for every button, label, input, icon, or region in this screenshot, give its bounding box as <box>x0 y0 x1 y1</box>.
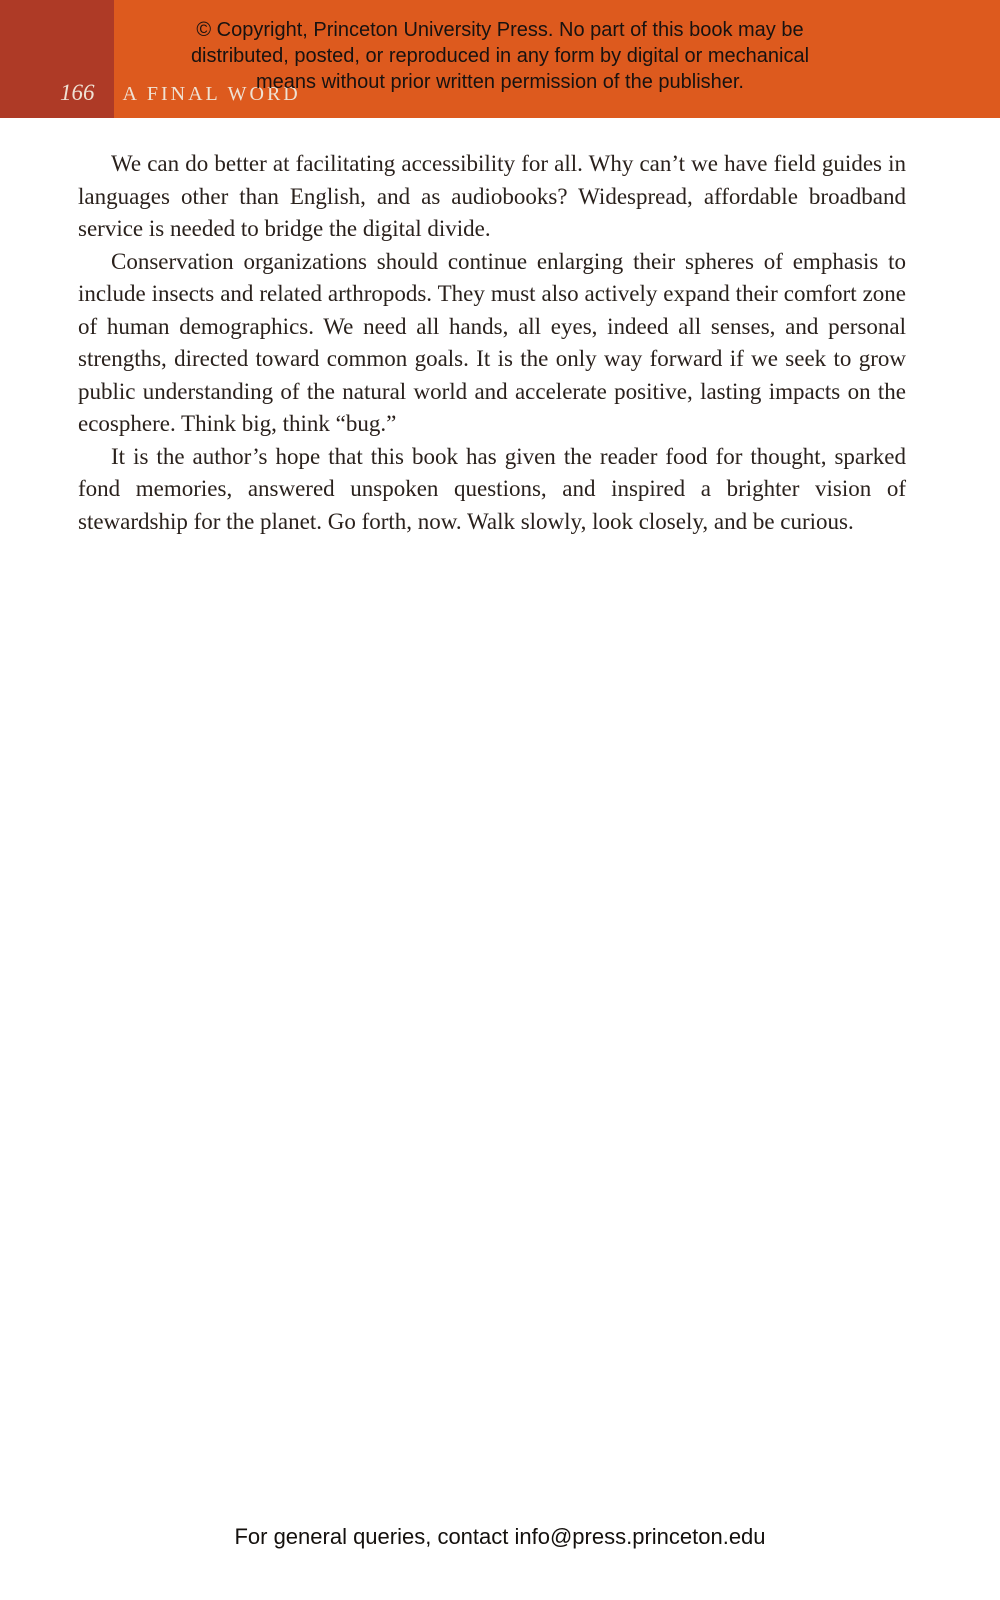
copyright-line-1: © Copyright, Princeton University Press. No part of this book may be <box>196 19 804 41</box>
paragraph-authors-hope: It is the author’s hope that this book has given the reader food for thought, sparked fond memories, answered unspoken questions, and inspired a brighter vision of stewardship for the planet. Go forth, now. Walk slowly, look closely, and be curious. <box>78 443 906 534</box>
copyright-line-2: distributed, posted, or reproduced in any form by digital or mechanical <box>190 45 810 67</box>
page-number: 166 <box>60 80 95 105</box>
paragraph-accessibility: We can do better at facilitating accessibility for all. Why can’t we have field guides in languages other than English, and as audiobooks? Widespread, affordable broadband service is needed to bridge the digital divide. <box>78 151 906 241</box>
running-head-title: A FINAL WORD <box>122 83 301 105</box>
copyright-banner <box>0 0 1000 118</box>
page-body <box>78 148 906 538</box>
copyright-notice <box>0 17 1000 95</box>
copyright-line-3: means without prior written permission of the publisher. <box>255 71 744 93</box>
queries-contact-line: For general queries, contact info@press.princeton.edu <box>234 1524 766 1549</box>
page-footer <box>0 1524 1000 1550</box>
paragraph-conservation: Conservation organizations should continue enlarging their spheres of emphasis to include insects and related arthropods. They must also actively expand their comfort zone of human demographics. We need all hands, all eyes, indeed all senses, and personal strengths, directed toward common goals. It is the only way forward if we seek to grow public understanding of the natural world and accelerate positive, lasting impacts on the ecosphere. Think big, think “bug.” <box>78 248 906 436</box>
